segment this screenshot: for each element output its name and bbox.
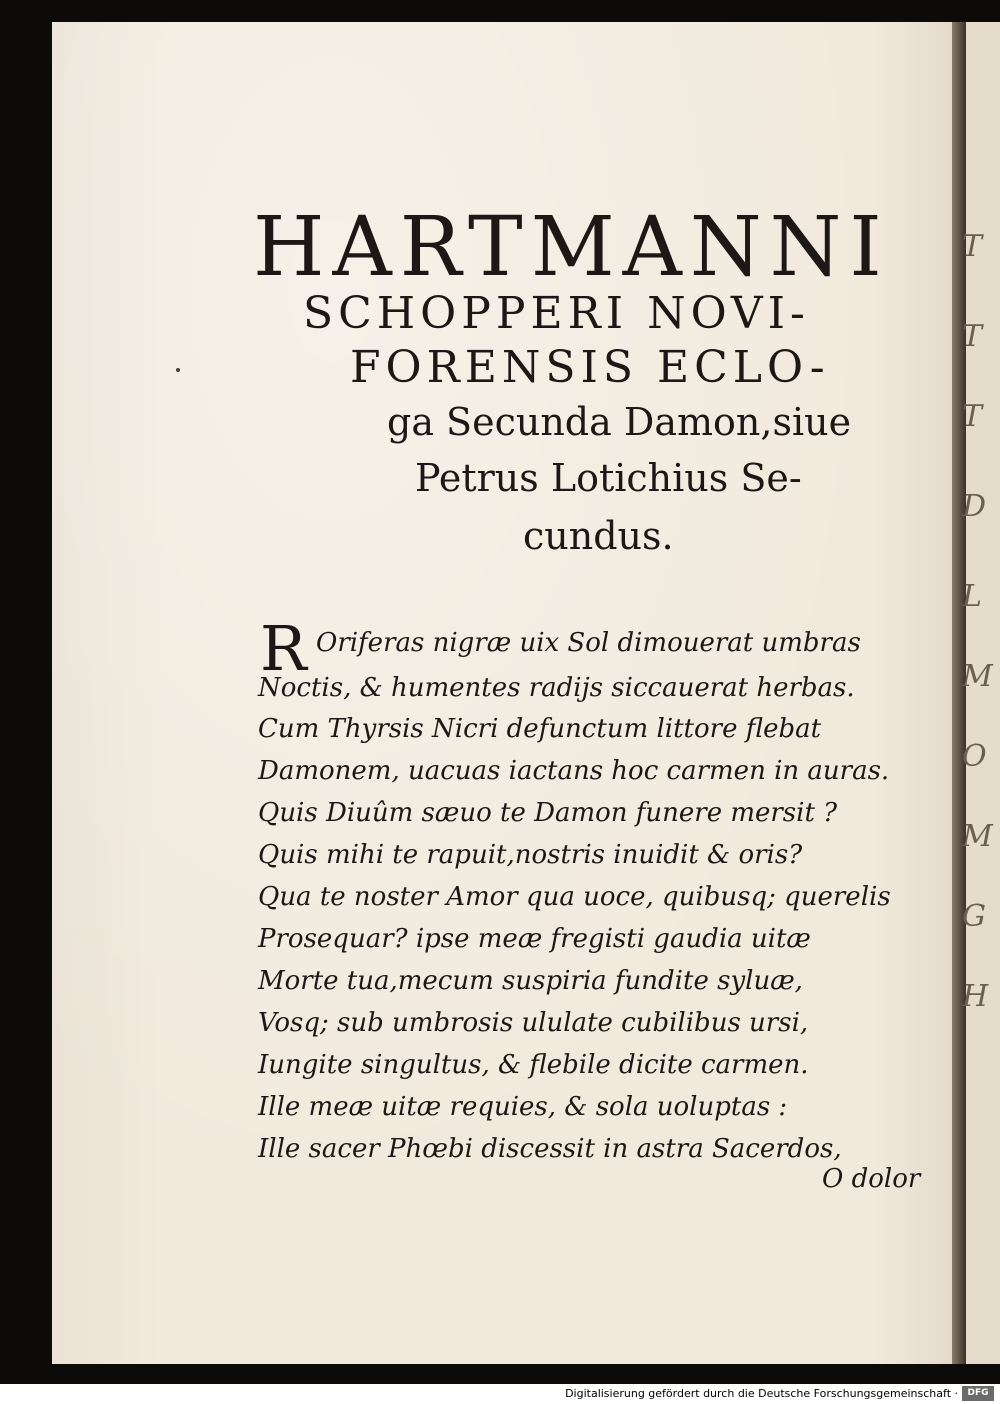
funding-notice: Digitalisierung gefördert durch die Deutsche Forschungsgemeinschaft · [565, 1387, 958, 1400]
verse-line: Cum Thyrsis Nicri defunctum littore flebat [258, 714, 822, 744]
title-line-6: cundus. [523, 514, 674, 558]
title-line-2: SCHOPPERI NOVI- [303, 288, 810, 339]
facing-page-edge: T T T D L M O M G H [966, 22, 1000, 1364]
verse-line: Noctis, & humentes radijs siccauerat herbas. [258, 673, 855, 703]
title-line-5: Petrus Lotichius Se- [415, 456, 802, 500]
verse-line: Ille meæ uitæ requies, & sola uoluptas : [258, 1092, 788, 1122]
verse-line: Ille sacer Phœbi discessit in astra Sacerdos, [258, 1134, 842, 1164]
title-line-1: HARTMANNI [253, 200, 890, 295]
verse-line: Oriferas nigræ uix Sol dimouerat umbras [316, 628, 861, 658]
ink-speck [176, 368, 180, 372]
title-line-4: ga Secunda Damon,siue [387, 400, 852, 444]
verse-line: Qua te noster Amor qua uoce, quibusq; querelis [258, 882, 891, 912]
footer-bar [0, 1384, 1000, 1404]
verse-line: Quis mihi te rapuit,nostris inuidit & oris? [258, 840, 803, 870]
verse-line: Morte tua,mecum suspiria fundite syluæ, [258, 966, 803, 996]
verse-line: Iungite singultus, & flebile dicite carmen. [258, 1050, 809, 1080]
verse-line: Prosequar? ipse meæ fregisti gaudia uitæ [258, 924, 811, 954]
dfg-logo-icon: DFG [962, 1386, 994, 1401]
title-line-3: FORENSIS ECLO- [350, 342, 830, 393]
verse-line: Damonem, uacuas iactans hoc carmen in auras. [258, 756, 890, 786]
catchword: O dolor [822, 1164, 921, 1194]
drop-initial: R [260, 612, 307, 685]
verse-line: Vosq; sub umbrosis ululate cubilibus ursi, [258, 1008, 809, 1038]
verse-line: Quis Diuûm sæuo te Damon funere mersit ? [258, 798, 838, 828]
